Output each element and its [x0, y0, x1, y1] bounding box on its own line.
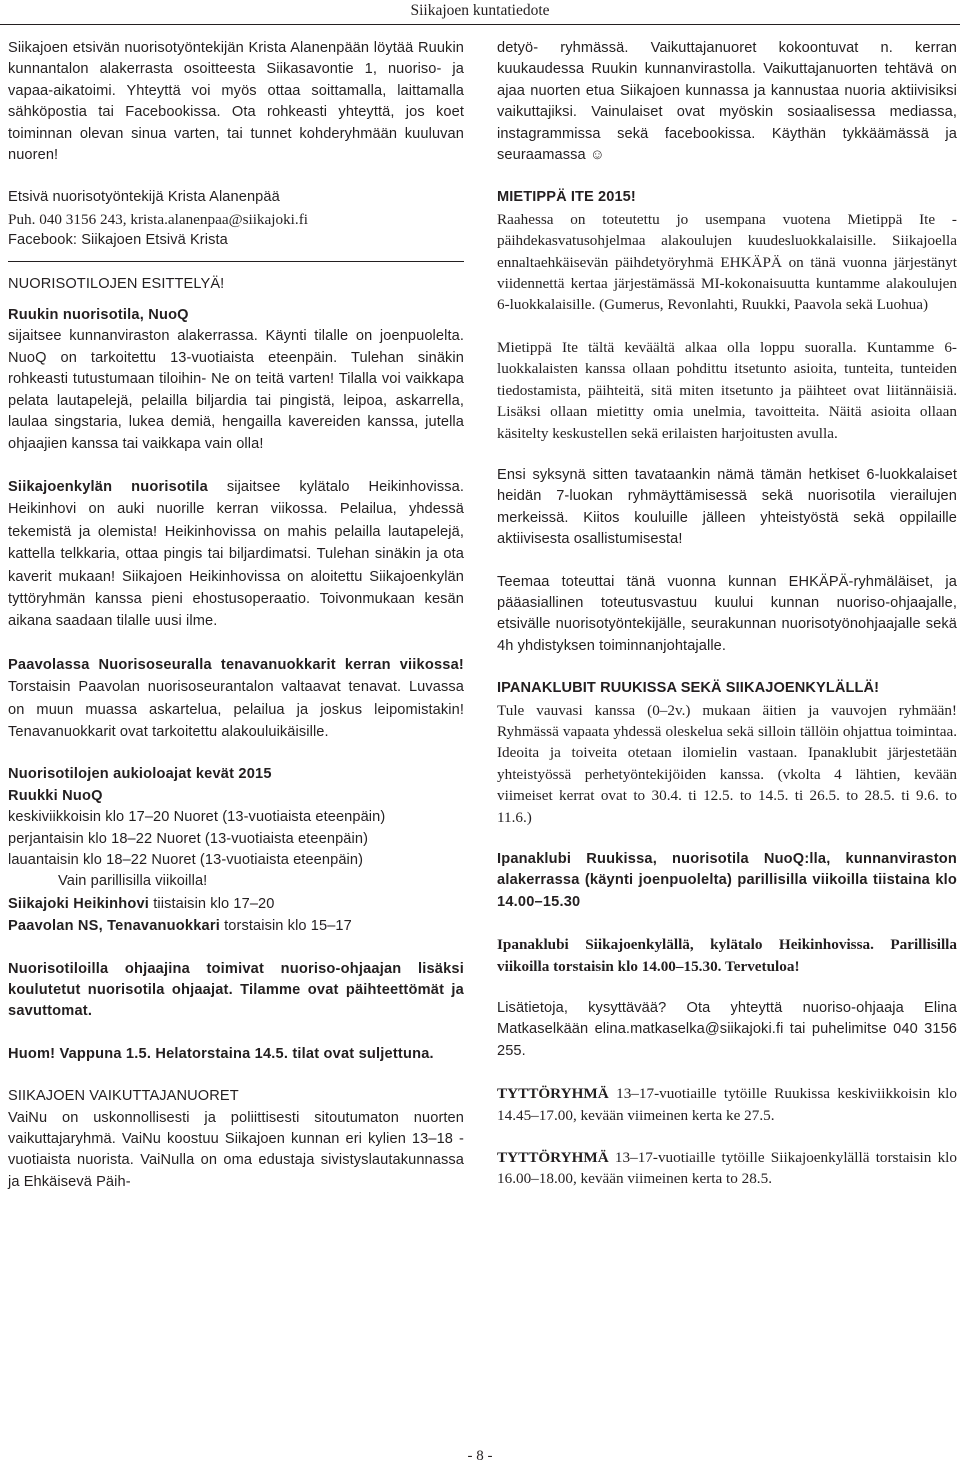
vainu-title: SIIKAJOEN VAIKUTTAJANUORET: [8, 1088, 239, 1105]
mietippa-paragraph: Teemaa toteuttai tänä vuonna kunnan EHKÄPÄ-ryhmäläiset, ja pääasiallinen toteutusvastuu kuului kunnan nuoriso-ohjaajalle, etsivälle nuorisotyöntekijälle, seurakunnan nuorisotyönohjaajalle sekä 4h yhdistyksen toiminnanjohtajalle.: [497, 573, 957, 654]
kyla-title: Siikajoenkylän nuorisotila: [8, 478, 208, 495]
ipana-title: IPANAKLUBIT RUUKISSA SEKÄ SIIKAJOENKYLÄLLÄ!: [497, 680, 880, 697]
hours-line: lauantaisin klo 18–22 Nuoret (13-vuotiaista eteenpäin): [8, 852, 364, 868]
left-column: [8, 38, 464, 1193]
tyttoryhma-label: TYTTÖRYHMÄ: [497, 1085, 609, 1103]
hours-line: keskiviikkoisin klo 17–20 Nuoret (13-vuotiaista eteenpäin): [8, 809, 386, 826]
mietippa-paragraph: Mietippä Ite tältä keväältä alkaa olla loppu suoralla. Kuntamme 6-luokkalaisten kanssa ollaan pohdittu itsetunto asioita, tunteita, tunteiden tiedostamista, päihteitä, sitä miten itsetunto ja päihteet ovat liitännäisiä. Lisäksi ollaan mietitty omia unelmia, tavoitteita. Näitä asioita ollaan käsitelty keskustellen sekä erilaisten harjoitusten avulla.: [497, 338, 957, 442]
tyttoryhma-text: 13–17-vuotiaille tytöille Ruukissa keskiviikkoisin klo 14.45–17.00, kevään viimeinen kerta ke 27.5.: [497, 1085, 957, 1124]
paavola-text: Torstaisin Paavolan nuorisoseurantalon valtaavat tenavat. Luvassa on muun muassa askartelua, pelailua ja joskus leipomistakin! Tenavanuokkarit ovat tarkoitettu alakouluikäisille.: [8, 679, 464, 740]
hours-paavola: [8, 915, 464, 937]
vainu-continued: detyö- ryhmässä. Vaikuttajanuoret kokoontuvat n. kerran kuukaudessa Ruukin kunnanvirastolla. Vaikuttajanuorten tehtävä on ajaa nuorten etua Siikajoen kunnassa ja kannustaa nuoria aktiivisiksi vaikuttajiksi. Vainulaiset ovat myöskin sosiaalisessa mediassa, instagrammissa sekä facebookissa. Käythän tykkäämässä ja seuraamassa ☺: [497, 40, 957, 164]
vainu-text: VaiNu on uskonnollisesti ja poliittisesti sitoutumaton nuorten vaikuttajaryhmä. VaiNu koostuu Siikajoen kunnan eri kylien 13–18 -vuotiaista nuorista. VaiNulla on oma edustaja sivistyslautakunnassa ja Ehkäisevä Päih-: [8, 1109, 464, 1190]
ipana-kyla: Ipanaklubi Siikajoenkylällä, kylätalo Heikinhovissa. Parillisilla viikoilla torstaisin klo 14.00–15.30. Tervetuloa!: [497, 936, 957, 975]
header-title: Siikajoen kuntatiedote: [410, 2, 550, 19]
hours-ruukki: Ruukki NuoQ: [8, 787, 103, 804]
nuoq-text: sijaitsee kunnanviraston alakerrassa. Käynti tilalle on joenpuolelta. NuoQ on tarkoitettu 13-vuotiaista eteenpäin. Tulehan sinäkin rohkeasti tutustumaan tiloihin- Ne on teitä varten! Tilalla voi vaikkapa pelata lautapelejä, pelailla biljardia tai pingistä, leipoa, askarrella, laulaa singstaria, lukea demiä, hengailla kavereiden kanssa, jutella ohjaajien kanssa tai vaikkapa vain olla!: [8, 328, 464, 452]
kyla-text: sijaitsee kylätalo Heikinhovissa. Heikinhovi on auki nuorille kerran viikossa. Pelailua, yhdessä tekemistä ja olemista! Heikinhovissa on mahis pelailla lautapelejä, kattella telkkaria, ottaa pingis tai biljardimatsi. Tulehan sinäkin ja ota kaverit mukaan! Siikajoen Heikinhovissa on aloitettu Siikajoenkylän tyttöryhmän kanssa pieni ehostusoperaatio. Toivonmukaan kesän aikana saadaan tilalle uusi ilme.: [8, 478, 464, 630]
intro-paragraph: Siikajoen etsivän nuorisotyöntekijän Krista Alanenpään löytää Ruukin kunnantalon alakerrasta osoitteesta Siikasavontie 1, nuoriso- ja vapaa-aikatoimi. Yhteyttä voi myös ottaa soittamalla, laittamalla sähköpostia tai Facebookissa. Ota rohkeasti yhteyttä, jos koet toiminnan olevan sinua varten, tai tunnet kohderyhmään kuuluvan nuoren!: [8, 40, 464, 164]
tyttoryhma-label: TYTTÖRYHMÄ: [497, 1149, 609, 1167]
tyttoryhma-ruukki: [497, 1083, 957, 1126]
hours-heikinhovi-time: tiistaisin klo 17–20: [149, 895, 275, 912]
hours-paavola-time: torstaisin klo 15–17: [219, 918, 352, 935]
ipana-ruukki: Ipanaklubi Ruukissa, nuorisotila NuoQ:lla, kunnanviraston alakerrassa (käynti joenpuolelta) parillisilla viikoilla tiistaina klo 14.00–15.30: [497, 851, 957, 910]
right-column: [497, 38, 957, 1190]
hours-paavola-label: Paavolan NS, Tenavanuokkari: [8, 918, 220, 935]
lisatietoja: Lisätietoja, kysyttävää? Ota yhteyttä nuoriso-ohjaaja Elina Matkaselkään elina.matkaselka@siikajoki.fi tai puhelimitse 040 3156 255.: [497, 1000, 957, 1059]
paavola-title: Paavolassa Nuorisoseuralla tenavanuokkarit kerran viikossa!: [8, 656, 464, 673]
tyttoryhma-kyla: [497, 1147, 957, 1190]
hours-note: Vain parillisilla viikoilla!: [58, 873, 208, 890]
paavola-paragraph: [8, 654, 464, 744]
mietippa-paragraph: Ensi syksynä sitten tavataankin nämä tämän hetkiset 6-luokkalaiset heidän 7-luokan ryhmäyttämisessä sekä nuorisotila vierailujen merkeissä. Kiitos kouluille jälleen yhteistyöstä sekä oppilaille aktiivisesta osallistumisesta!: [497, 466, 957, 548]
kyla-paragraph: [8, 476, 464, 633]
mietippa-title: MIETIPPÄ ITE 2015!: [497, 189, 636, 206]
ipana-text: Tule vauvasi kanssa (0–2v.) mukaan äitien ja vauvojen ryhmään! Ryhmässä vapaata yhdessä oleskelua sekä silloin tällöin ohjattua toimintaa. Ideoita ja toiveita otetaan ilomielin vastaan. Ipanaklubit järjestetään yhteistyössä perhetyöntekijöiden kanssa. (vkolta 4 lähtien, kevään viimeiset kerrat ovat to 30.4. ti 12.5. to 14.5. ti 26.5. to 28.5. ti 9.6. to 11.6.): [497, 701, 957, 826]
hours-heikinhovi: [8, 893, 464, 915]
mietippa-paragraph: Raahessa on toteutettu jo usempana vuotena Mietippä Ite -päihdekasvatusohjelmaa alakoulujen kuudesluokkalaisille. Siikajoella ennaltaehkäisevän päihdetyöryhmä EHKÄPÄ on tänä vuonna järjestänyt viidennettä kertaa järjestämässä MI-kokonaisuutta kuntamme alakoulujen 6-luokkalaisille. (Gumerus, Revonlahti, Ruukki, Paavola sekä Luohua): [497, 210, 957, 314]
divider: [8, 261, 464, 262]
page-number: - 8 -: [467, 1448, 493, 1464]
hours-line: perjantaisin klo 18–22 Nuoret (13-vuotiaista eteenpäin): [8, 830, 369, 847]
huom-note: Huom! Vappuna 1.5. Helatorstaina 14.5. tilat ovat suljettuna.: [8, 1045, 434, 1062]
page-header: [0, 0, 960, 25]
ohjaajat-note: Nuorisotiloilla ohjaajina toimivat nuoriso-ohjaajan lisäksi koulutetut nuorisotila ohjaajat. Tilamme ovat päihteettömät ja savuttomat.: [8, 960, 464, 1020]
nuoq-title: Ruukin nuorisotila, NuoQ: [8, 307, 189, 324]
section-title: NUORISOTILOJEN ESITTELYÄ!: [8, 275, 225, 292]
contact-phone: Puh. 040 3156 243, krista.alanenpaa@siikajoki.fi: [8, 210, 308, 228]
tyttoryhma-text: 13–17-vuotiaille tytöille Siikajoenkylällä torstaisin klo 16.00–18.00, kevään viimeinen kerta to 28.5.: [497, 1149, 957, 1188]
contact-facebook: Facebook: Siikajoen Etsivä Krista: [8, 232, 228, 249]
hours-heikinhovi-label: Siikajoki Heikinhovi: [8, 895, 150, 912]
contact-name: Etsivä nuorisotyöntekijä Krista Alanenpää: [8, 189, 280, 206]
hours-title: Nuorisotilojen aukioloajat kevät 2015: [8, 766, 272, 783]
